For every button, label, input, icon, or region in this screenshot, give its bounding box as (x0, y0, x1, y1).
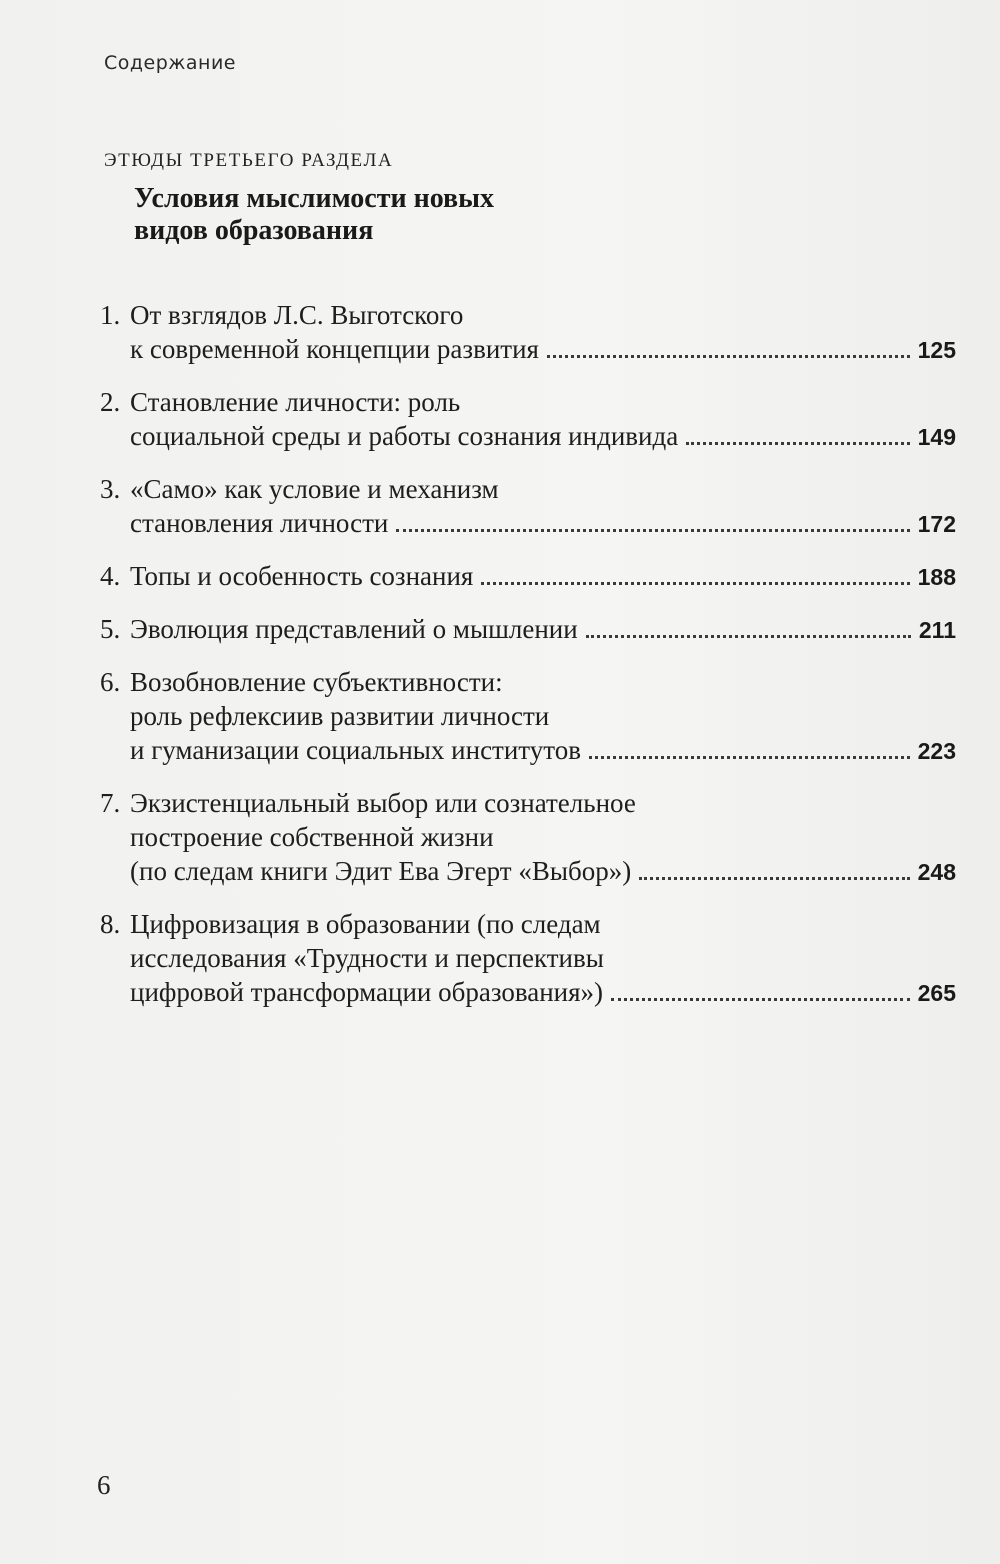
toc-entry-title-line: «Само» как условие и механизм (130, 474, 499, 504)
section-title-line: Условия мыслимости новых (134, 183, 495, 214)
section-title (134, 183, 494, 247)
toc-entry (100, 559, 956, 594)
toc-entry-title-line: Возобновление субъективности: (130, 667, 503, 697)
toc-entry-number: 6. (100, 667, 121, 697)
section-title-line: видов образования (134, 215, 374, 246)
toc-entry-page: 125 (917, 337, 956, 363)
toc-entry-title-line: построение собственной жизни (130, 822, 494, 852)
toc-entry-title-line: Цифровизация в образовании (по следам (130, 909, 601, 939)
toc-entry-title-line: цифровой трансформации образования») (130, 977, 604, 1007)
toc-entry (100, 298, 956, 367)
toc-entry-title-line: становления личности (130, 508, 389, 538)
dot-leader (586, 634, 911, 638)
toc-entry-title-line: Становление личности: роль (130, 387, 461, 417)
dot-leader (639, 876, 909, 880)
toc-entry (100, 665, 956, 768)
toc-entry-title-line: Экзистенциальный выбор или сознательное (130, 788, 636, 818)
dot-leader (481, 581, 909, 585)
toc-entry-page: 265 (917, 980, 956, 1006)
toc-entry (100, 786, 956, 889)
dot-leader (589, 755, 910, 759)
toc-entry-title-line: социальной среды и работы сознания индивида (130, 421, 679, 451)
toc-entry (100, 907, 956, 1010)
toc-entry-number: 7. (100, 788, 121, 818)
toc-entry-title-line: к современной концепции развития (130, 334, 539, 364)
table-of-contents (100, 298, 956, 1028)
page-number: 6 (97, 1470, 111, 1500)
toc-entry (100, 385, 956, 454)
toc-entry (100, 472, 956, 541)
toc-entry-title-line: роль рефлексиив развитии личности (130, 701, 550, 731)
toc-entry-title-line: и гуманизации социальных институтов (130, 735, 581, 765)
section-label: ЭТЮДЫ ТРЕТЬЕГО РАЗДЕЛА (104, 150, 394, 171)
toc-entry-title-line: Эволюция представлений о мышлении (130, 614, 578, 644)
toc-entry-page: 211 (918, 617, 956, 643)
toc-entry-page: 188 (917, 564, 956, 590)
dot-leader (547, 354, 910, 358)
toc-entry-number: 2. (100, 387, 121, 417)
toc-entry-number: 4. (100, 561, 121, 591)
toc-entry-page: 149 (917, 424, 956, 450)
toc-entry-page: 248 (917, 859, 956, 885)
toc-entry-title-line: исследования «Трудности и перспективы (130, 943, 604, 973)
toc-entry-number: 1. (100, 300, 121, 330)
dot-leader (686, 441, 909, 445)
toc-entry-page: 223 (917, 738, 956, 764)
toc-entry-title-line: (по следам книги Эдит Ева Эгерт «Выбор») (130, 856, 632, 886)
dot-leader (611, 997, 910, 1001)
toc-entry (100, 612, 956, 647)
toc-entry-title-line: От взглядов Л.С. Выготского (130, 300, 464, 330)
toc-entry-number: 5. (100, 614, 121, 644)
dot-leader (396, 528, 909, 532)
toc-entry-number: 8. (100, 909, 121, 939)
toc-entry-title-line: Топы и особенность сознания (130, 561, 474, 591)
toc-entry-number: 3. (100, 474, 121, 504)
toc-entry-page: 172 (917, 511, 956, 537)
running-head: Содержание (104, 52, 236, 74)
